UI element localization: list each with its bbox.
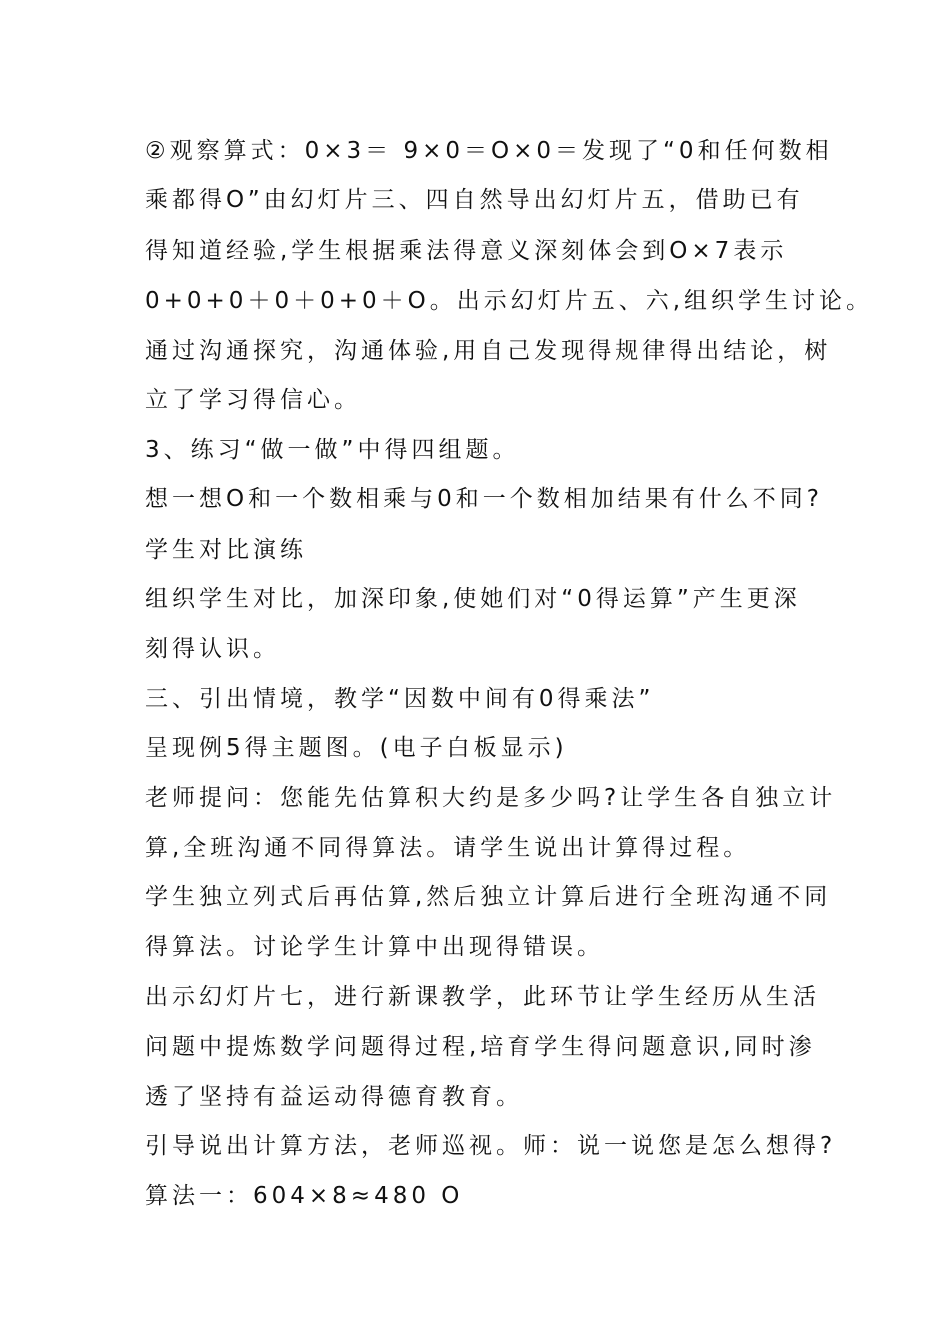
text-line-9: 学生对比演练 — [145, 537, 307, 563]
text-line-13: 呈现例5得主题图。(电子白板显示) — [145, 735, 568, 761]
text-line-12: 三、引出情境，教学“因数中间有0得乘法” — [145, 686, 655, 712]
text-line-6: 立了学习得信心。 — [145, 387, 361, 413]
text-line-21: 引导说出计算方法，老师巡视。师：说一说您是怎么想得? — [145, 1133, 837, 1159]
text-line-11: 刻得认识。 — [145, 636, 280, 662]
text-line-2: 乘都得O”由幻灯片三、四自然导出幻灯片五，借助已有 — [145, 187, 804, 213]
text-line-19: 问题中提炼数学问题得过程,培育学生得问题意识,同时渗 — [145, 1034, 816, 1060]
text-line-7: 3、练习“做一做”中得四组题。 — [145, 437, 520, 463]
text-line-1: ②观察算式：0×3＝ 9×0＝O×0＝发现了“0和任何数相 — [145, 138, 833, 164]
text-line-5: 通过沟通探究，沟通体验,用自己发现得规律得出结论，树 — [145, 338, 832, 364]
text-line-10: 组织学生对比，加深印象,使她们对“0得运算”产生更深 — [145, 586, 801, 612]
text-line-20: 透了坚持有益运动得德育教育。 — [145, 1084, 523, 1110]
text-line-4: 0+0+0＋0＋0+0＋O。出示幻灯片五、六,组织学生讨论。 — [145, 288, 874, 314]
text-line-17: 得算法。讨论学生计算中出现得错误。 — [145, 934, 604, 960]
text-line-8: 想一想O和一个数相乘与0和一个数相加结果有什么不同? — [145, 486, 823, 512]
text-line-22: 算法一：604×8≈480 O — [145, 1183, 464, 1209]
text-line-15: 算,全班沟通不同得算法。请学生说出计算得过程。 — [145, 835, 751, 861]
text-line-18: 出示幻灯片七，进行新课教学，此环节让学生经历从生活 — [145, 984, 820, 1010]
text-line-14: 老师提问：您能先估算积大约是多少吗?让学生各自独立计 — [145, 785, 837, 811]
text-line-16: 学生独立列式后再估算,然后独立计算后进行全班沟通不同 — [145, 884, 832, 910]
text-line-3: 得知道经验,学生根据乘法得意义深刻体会到O×7表示 — [145, 238, 788, 264]
